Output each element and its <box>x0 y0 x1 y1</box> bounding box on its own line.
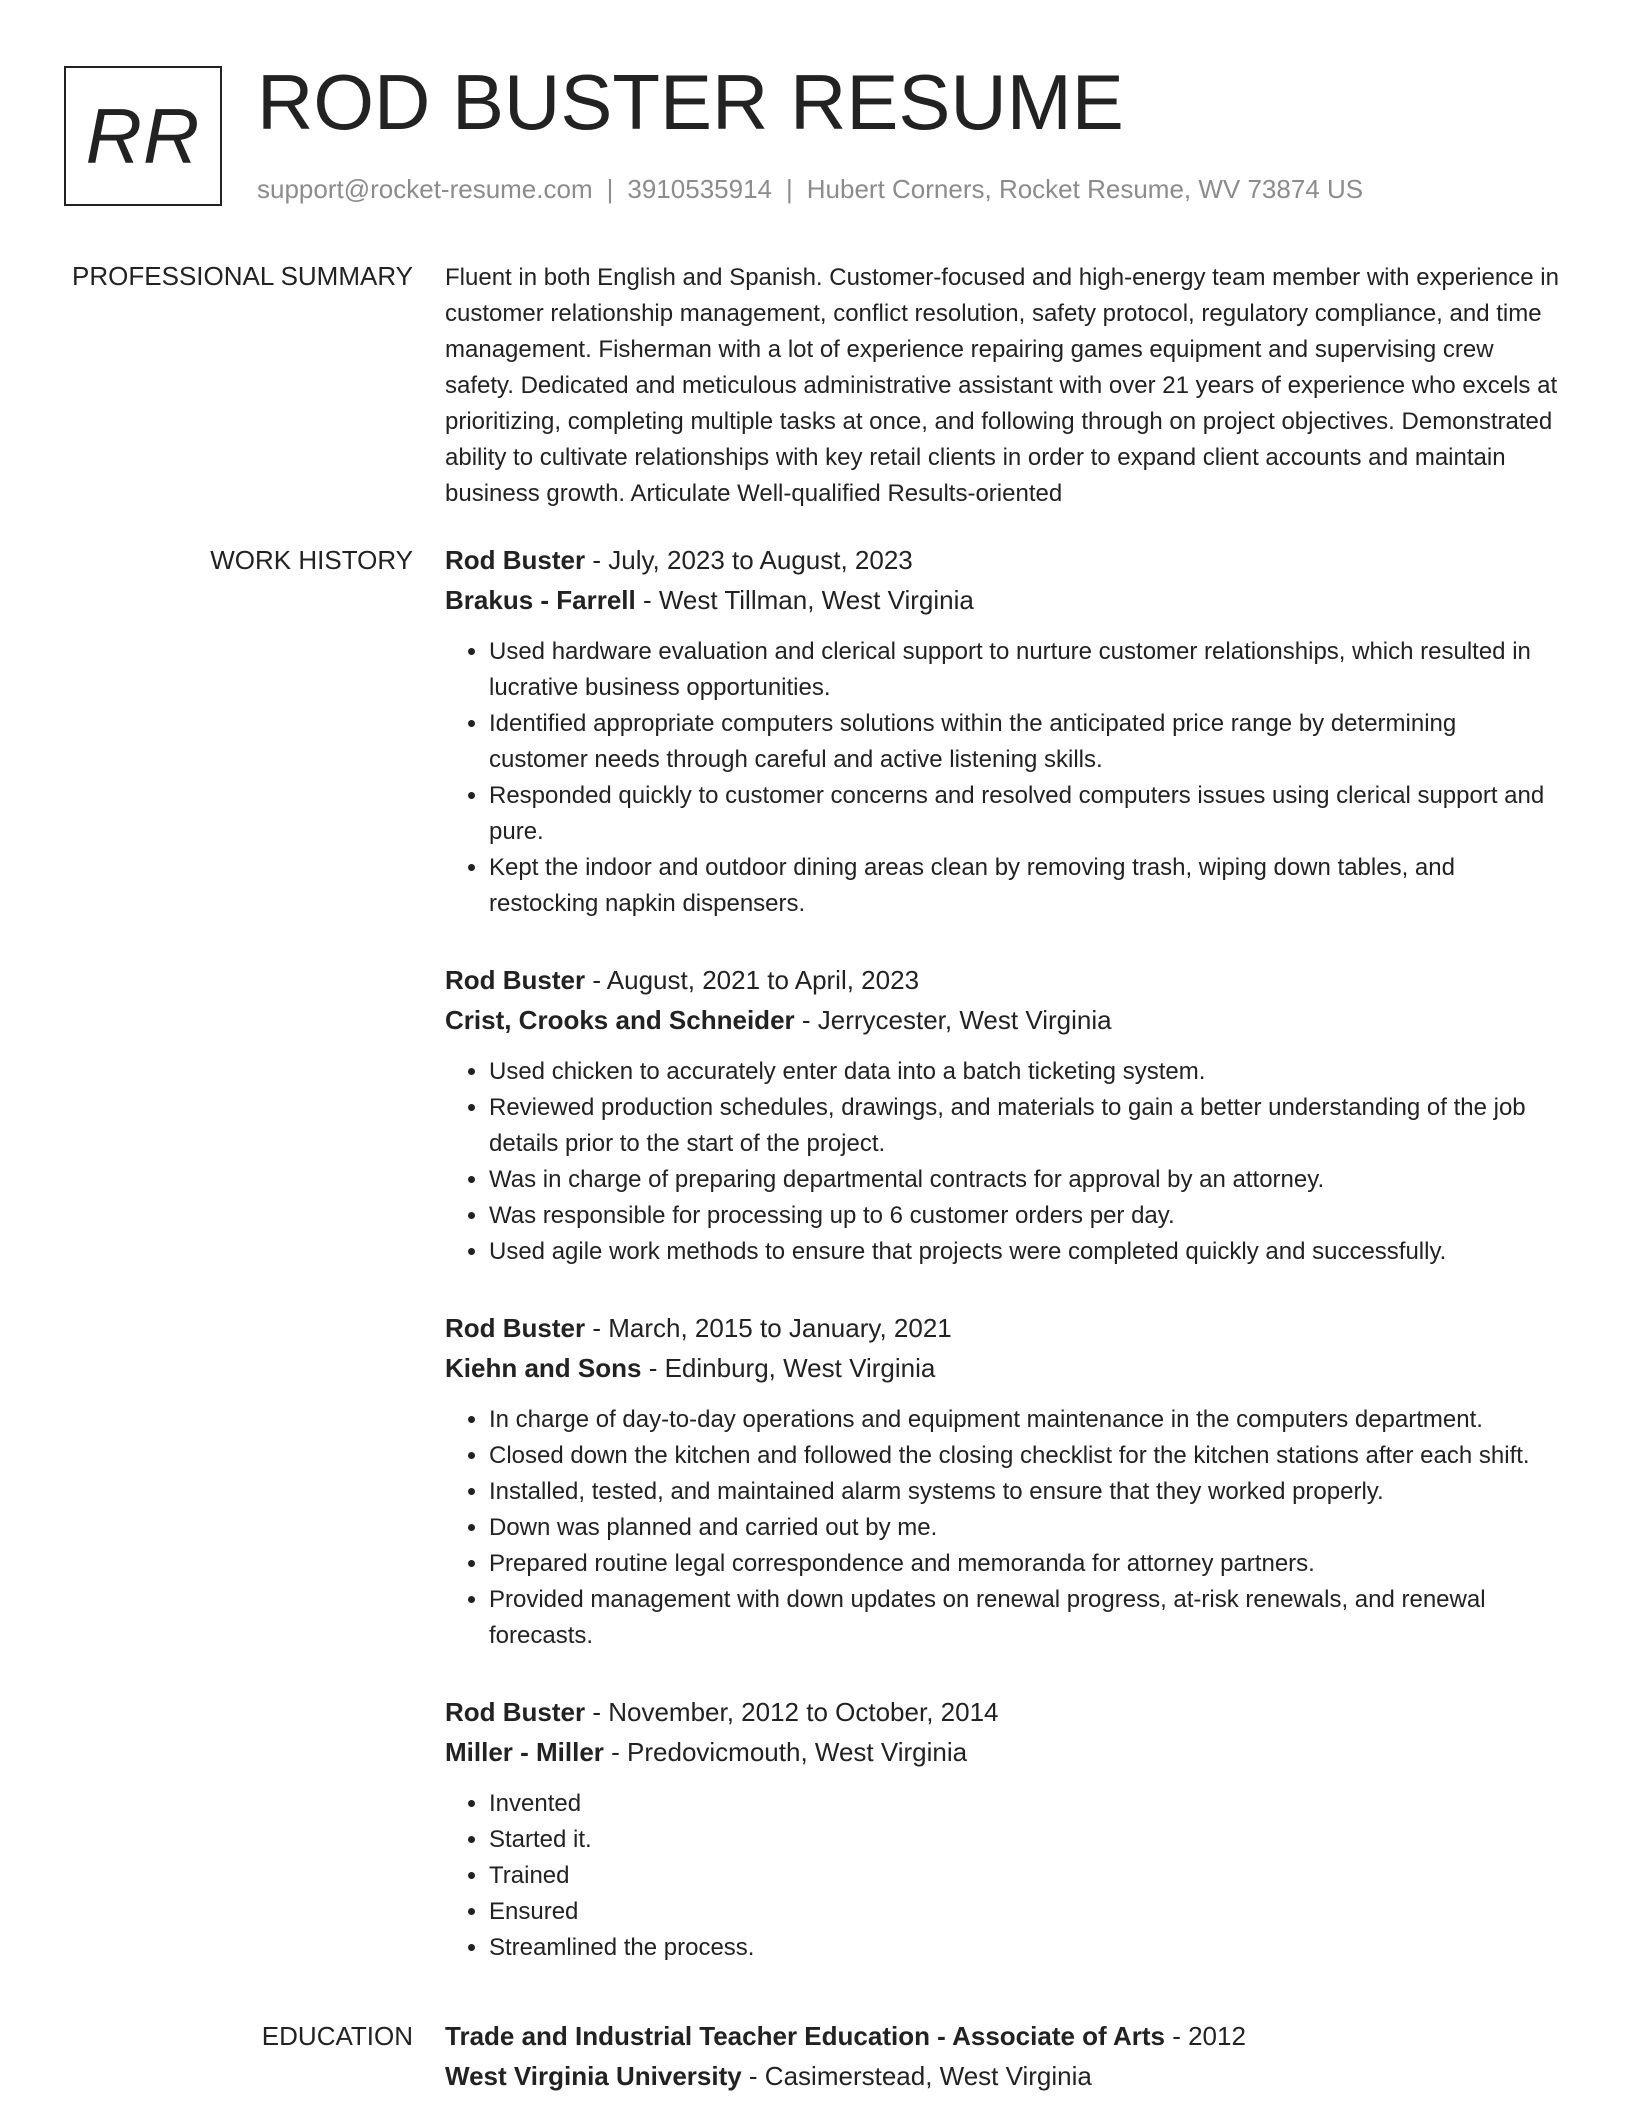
job-bullet: • Used chicken to accurately enter data into a batch ticketing system. <box>489 1054 1560 1090</box>
job-bullet: • In charge of day-to-day operations and equipment maintenance in the computers department. <box>489 1402 1560 1438</box>
contact-phone[interactable]: 3910535914 <box>627 174 772 204</box>
job-bullet: • Reviewed production schedules, drawings, and materials to gain a better understanding of the job details prior to the start of the project. <box>489 1090 1560 1162</box>
job-location: - Predovicmouth, West Virginia <box>603 1737 968 1767</box>
job-entry <box>445 540 1560 922</box>
education-degree-line <box>445 2016 1560 2056</box>
job-company: Crist, Crooks and Schneider <box>445 1005 795 1035</box>
job-bullet: • Installed, tested, and maintained alarm systems to ensure that they worked properly. <box>489 1474 1560 1510</box>
job-bullets <box>445 1786 1560 1966</box>
resume-name: ROD BUSTER RESUME <box>257 58 1124 146</box>
summary-heading: PROFESSIONAL SUMMARY <box>72 261 413 291</box>
job-bullet: • Identified appropriate computers solutions within the anticipated price range by determining customer needs through careful and active listening skills. <box>489 706 1560 778</box>
job-bullet: • Ensured <box>489 1894 1560 1930</box>
job-title-line <box>445 960 1560 1000</box>
job-dates: - August, 2021 to April, 2023 <box>585 965 920 995</box>
job-bullet: • Started it. <box>489 1822 1560 1858</box>
job-bullet: • Down was planned and carried out by me. <box>489 1510 1560 1546</box>
education-body <box>445 2016 1560 2096</box>
job-company-line <box>445 1000 1560 1040</box>
education-heading: EDUCATION <box>261 2021 413 2051</box>
job-title: Rod Buster <box>445 965 586 995</box>
job-company-line <box>445 1732 1560 1772</box>
education-school: West Virginia University <box>445 2061 742 2091</box>
contact-line <box>257 172 1363 206</box>
contact-address: Hubert Corners, Rocket Resume, WV 73874 US <box>806 174 1364 204</box>
job-dates: - March, 2015 to January, 2021 <box>585 1313 952 1343</box>
job-bullet: • Closed down the kitchen and followed the closing checklist for the kitchen stations after each shift. <box>489 1438 1560 1474</box>
job-bullets <box>445 1054 1560 1270</box>
job-company: Brakus - Farrell <box>445 585 636 615</box>
job-bullet: • Provided management with down updates on renewal progress, at-risk renewals, and renewal forecasts. <box>489 1582 1560 1654</box>
summary-text: Fluent in both English and Spanish. Customer-focused and high-energy team member with experience in customer relationship management, conflict resolution, safety protocol, regulatory compliance, and time management. Fisherman with a lot of experience repairing games equipment and supervising crew safety. Dedicated and meticulous administrative assistant with over 21 years of experience who excels at prioritizing, completing multiple tasks at once, and following through on project objectives. Demonstrated ability to cultivate relationships with key retail clients in order to expand client accounts and maintain business growth. Articulate Well-qualified Results-oriented <box>445 264 1559 507</box>
education-degree: Trade and Industrial Teacher Education - Associate of Arts <box>445 2021 1165 2051</box>
job-title-line <box>445 1692 1560 1732</box>
job-bullet: • Used agile work methods to ensure that projects were completed quickly and successfully. <box>489 1234 1560 1270</box>
job-dates: - November, 2012 to October, 2014 <box>585 1697 999 1727</box>
job-location: - Jerrycester, West Virginia <box>794 1005 1112 1035</box>
job-bullets <box>445 1402 1560 1654</box>
contact-email[interactable]: support@rocket-resume.com <box>257 174 593 204</box>
job-entry <box>445 960 1560 1270</box>
job-title: Rod Buster <box>445 545 586 575</box>
job-bullets <box>445 634 1560 922</box>
job-dates: - July, 2023 to August, 2023 <box>585 545 913 575</box>
job-company-line <box>445 1348 1560 1388</box>
job-title: Rod Buster <box>445 1313 586 1343</box>
job-bullet: • Invented <box>489 1786 1560 1822</box>
work-history-heading: WORK HISTORY <box>210 545 413 575</box>
job-title: Rod Buster <box>445 1697 586 1727</box>
education-year: - 2012 <box>1164 2021 1246 2051</box>
job-bullet: • Used hardware evaluation and clerical support to nurture customer relationships, which resulted in lucrative business opportunities. <box>489 634 1560 706</box>
job-entry <box>445 1308 1560 1654</box>
contact-separator: | <box>606 174 614 204</box>
job-bullet: • Was in charge of preparing departmental contracts for approval by an attorney. <box>489 1162 1560 1198</box>
job-title-line <box>445 1308 1560 1348</box>
work-history-body <box>445 540 1560 2004</box>
contact-separator: | <box>786 174 793 204</box>
job-company-line <box>445 580 1560 620</box>
job-location: - West Tillman, West Virginia <box>635 585 974 615</box>
job-company: Miller - Miller <box>445 1737 604 1767</box>
monogram-initials: RR <box>85 91 201 180</box>
summary-body <box>445 260 1560 512</box>
monogram-badge <box>64 66 222 206</box>
job-bullet: • Responded quickly to customer concerns and resolved computers issues using clerical support and pure. <box>489 778 1560 850</box>
job-bullet: • Was responsible for processing up to 6 customer orders per day. <box>489 1198 1560 1234</box>
job-bullet: • Streamlined the process. <box>489 1930 1560 1966</box>
job-bullet: • Prepared routine legal correspondence and memoranda for attorney partners. <box>489 1546 1560 1582</box>
job-company: Kiehn and Sons <box>445 1353 642 1383</box>
job-title-line <box>445 540 1560 580</box>
job-bullet: • Trained <box>489 1858 1560 1894</box>
education-location: - Casimerstead, West Virginia <box>741 2061 1092 2091</box>
job-location: - Edinburg, West Virginia <box>641 1353 936 1383</box>
job-entry <box>445 1692 1560 1966</box>
education-school-line <box>445 2056 1560 2096</box>
job-bullet: • Kept the indoor and outdoor dining areas clean by removing trash, wiping down tables, and restocking napkin dispensers. <box>489 850 1560 922</box>
